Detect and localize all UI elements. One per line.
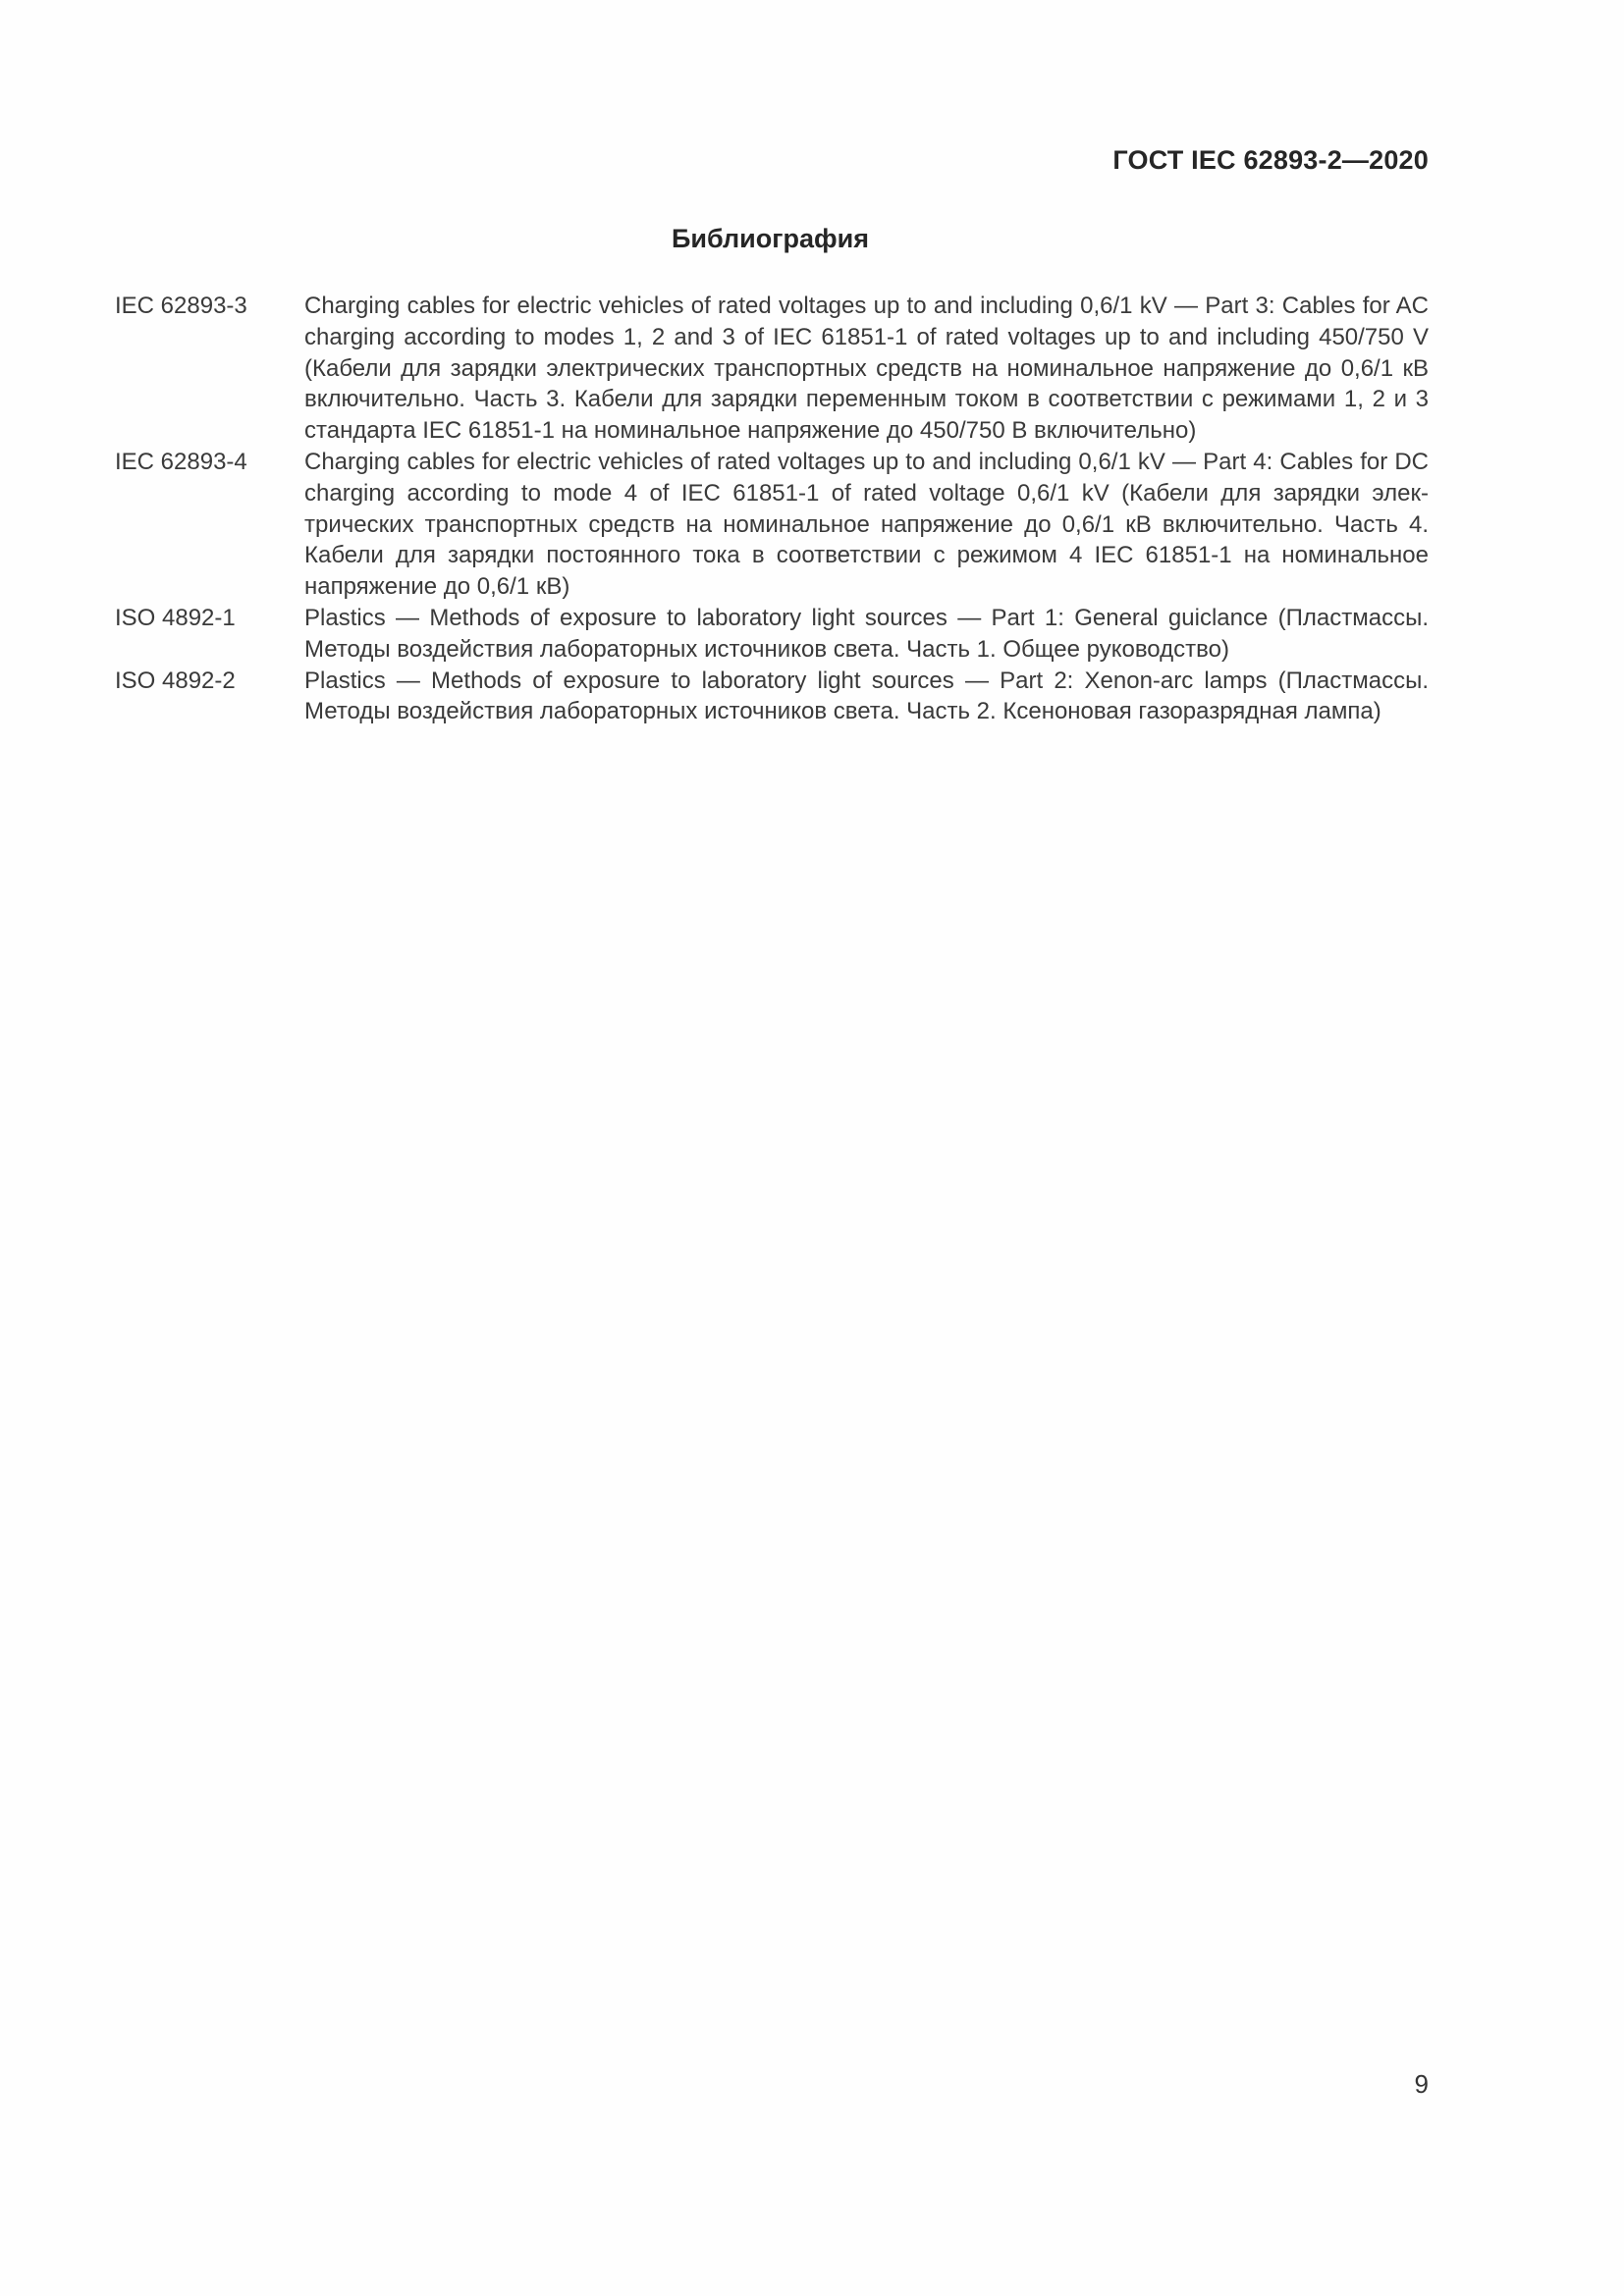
- page-number: 9: [1414, 2069, 1429, 2099]
- bibliography-list: [112, 291, 1429, 727]
- entry-description: Plastics — Methods of exposure to laboratory light sources — Part 2: Xenon-arc lamps (Пластмассы. Методы воздействия лабораторных источников света. Часть 2. Ксеноновая газоразрядная лампа): [304, 667, 1429, 725]
- bibliography-entry: [112, 603, 1429, 666]
- section-title: Библиография: [672, 224, 869, 253]
- entry-ref-label: ISO 4892-2: [115, 667, 236, 694]
- bibliography-entry: [112, 666, 1429, 728]
- entry-description: Plastics — Methods of exposure to laboratory light sources — Part 1: General guiclance (Пластмассы. Методы воздействия лабораторных источников света. Часть 1. Общее руководство): [304, 604, 1429, 663]
- entry-ref-label: IEC 62893-4: [115, 448, 247, 475]
- entry-description: Charging cables for electric vehicles of rated voltages up to and including 0,6/1 kV — Part 3: Cables for AC charging according to modes 1, 2 and 3 of IEC 61851-1 of rated voltages up to and including 450/750 V (Кабели для зарядки электрических транспортных средств на номинальное напряжение до 0,6/1 кВ включительно. Часть 3. Кабели для зарядки переменным током в соответствии с режимами 1, 2 и 3 стандарта IEC 61851-1 на номинальное напряжение до 450/750 В включительно): [304, 293, 1429, 445]
- entry-ref-label: ISO 4892-1: [115, 604, 236, 631]
- bibliography-entry: [112, 447, 1429, 603]
- entry-description: Charging cables for electric vehicles of rated voltages up to and including 0,6/1 kV — Part 4: Cables for DC charging according to mode 4 of IEC 61851-1 of rated voltage 0,6/1 kV (Кабели для зарядки электрических транспортных средств на номинальное напряжение до 0,6/1 кВ включительно. Часть 4. Кабели для зарядки постоянного тока в соответствии с режимом 4 IEC 61851-1 на номинальное напряжение до 0,6/1 кВ): [304, 448, 1429, 601]
- entry-ref-label: IEC 62893-3: [115, 293, 247, 319]
- document-header-designation: ГОСТ IEC 62893-2—2020: [1112, 145, 1429, 175]
- bibliography-entry: [112, 291, 1429, 447]
